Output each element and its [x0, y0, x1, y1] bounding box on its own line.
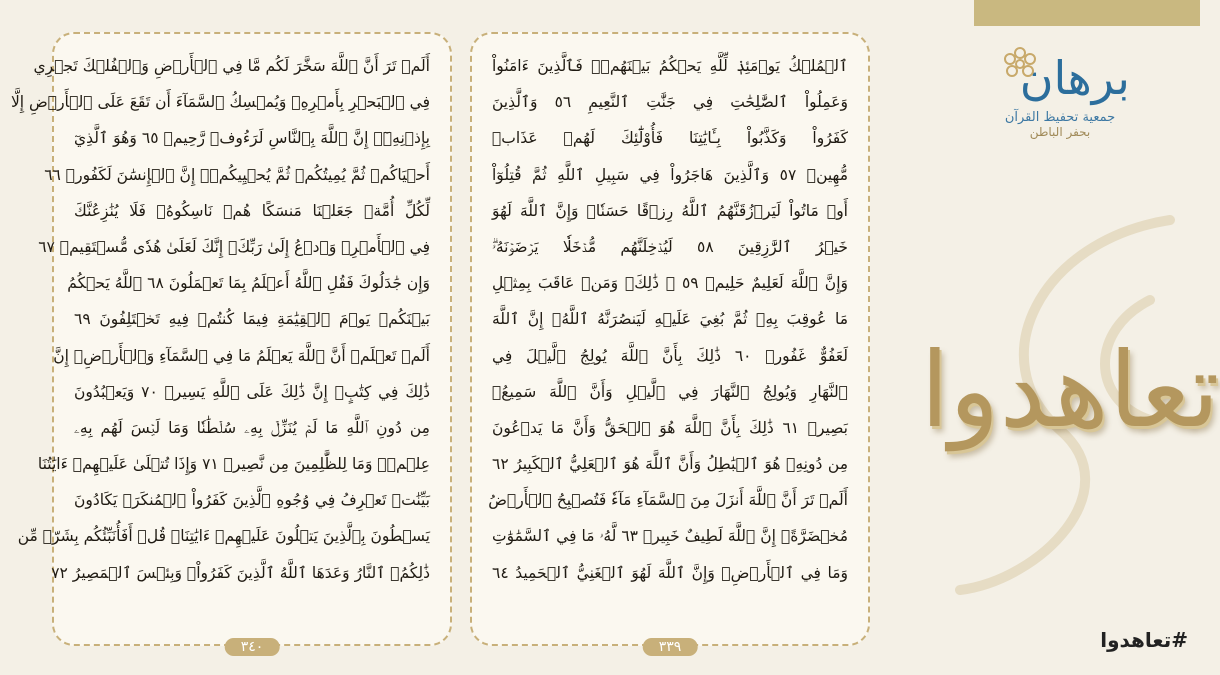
verse-line: بَيِّنَٰتٖ تَعۡرِفُ فِي وُجُوهِ ٱلَّذِينَ كَفَرُواْ ٱلۡمُنكَرَۖ يَكَادُونَ: [74, 491, 430, 510]
gold-top-bar: [974, 0, 1200, 26]
verse-line: أَلَمۡ تَرَ أَنَّ ٱللَّهَ سَخَّرَ لَكُم مَّا فِي ٱلۡأَرۡضِ وَٱلۡفُلۡكَ تَجۡرِي: [33, 57, 430, 75]
org-logo: [990, 40, 1130, 170]
verse-line: لَعَفُوٌّ غَفُورٞ ٦٠ ذَٰلِكَ بِأَنَّ ٱللَّهَ يُولِجُ ٱلَّيۡلَ فِي: [492, 346, 848, 365]
verse-line: لِّكُلِّ أُمَّةٖ جَعَلۡنَا مَنسَكًا هُمۡ نَاسِكُوهُۖ فَلَا يُنَٰزِعُنَّكَ: [74, 201, 430, 220]
verse-line: ٱلنَّهَارِ وَيُولِجُ ٱلنَّهَارَ فِي ٱلَّيۡلِ وَأَنَّ ٱللَّهَ سَمِيعُۢ: [492, 382, 848, 401]
verse-line: مِن دُونِهِۦ هُوَ ٱلۡبَٰطِلُ وَأَنَّ ٱللَّهَ هُوَ ٱلۡعَلِيُّ ٱلۡكَبِيرُ ٦٢: [492, 455, 848, 474]
org-city: بحفر الباطن: [1029, 125, 1091, 139]
logo-brand-text: برهان: [1019, 51, 1130, 105]
calligraphy-title: [920, 180, 1220, 600]
verse-line: وَإِن جَٰدَلُوكَ فَقُلِ ٱللَّهُ أَعۡلَمُ بِمَا تَعۡمَلُونَ ٦٨ ٱللَّهُ يَحۡكُمُ: [67, 274, 430, 293]
verse-line: أَوۡ مَاتُواْ لَيَرۡزُقَنَّهُمُ ٱللَّهُ رِزۡقًا حَسَنٗاۚ وَإِنَّ ٱللَّهَ لَهُوَ: [492, 201, 848, 220]
verse-line: بَصِيرٞ ٦١ ذَٰلِكَ بِأَنَّ ٱللَّهَ هُوَ ٱلۡحَقُّ وَأَنَّ مَا يَدۡعُونَ: [492, 418, 848, 437]
brand-panel: [920, 0, 1220, 675]
verse-line: مَا عُوقِبَ بِهِۦ ثُمَّ بُغِيَ عَلَيۡهِ لَيَنصُرَنَّهُ ٱللَّهُۚ إِنَّ ٱللَّهَ: [492, 310, 848, 329]
verse-line: وَمَا فِي ٱلۡأَرۡضِۚ وَإِنَّ ٱللَّهَ لَهُوَ ٱلۡغَنِيُّ ٱلۡحَمِيدُ ٦٤: [492, 563, 848, 582]
hashtag-text: #تعاهدوا: [1100, 628, 1188, 652]
org-name: جمعية تحفيظ القرآن: [1004, 110, 1116, 125]
verse-line: أَحۡيَاكُمۡ ثُمَّ يُمِيتُكُمۡ ثُمَّ يُحۡيِيكُمۡۗ إِنَّ ٱلۡإِنسَٰنَ لَكَفُورٞ ٦٦: [44, 165, 430, 184]
verse-line: ذَٰلِكُمُۚ ٱلنَّارُ وَعَدَهَا ٱللَّهُ ٱلَّذِينَ كَفَرُواْۖ وَبِئۡسَ ٱلۡمَصِيرُ ٧٢: [51, 563, 430, 582]
verse-line: بِإِذۡنِهِۦٓۚ إِنَّ ٱللَّهَ بِٱلنَّاسِ لَرَءُوفٞ رَّحِيمٞ ٦٥ وَهُوَ ٱلَّذِيٓ: [74, 129, 430, 148]
page-number-right: ٣٣٩: [643, 638, 698, 656]
verse-line: وَعَمِلُواْ ٱلصَّٰلِحَٰتِ فِي جَنَّٰتِ ٱلنَّعِيمِ ٥٦ وَٱلَّذِينَ: [492, 93, 848, 112]
verse-lines: [10, 48, 431, 591]
page-number-left: ٣٤٠: [225, 638, 280, 656]
flower-ornament-icon: [1000, 44, 1040, 84]
calligraphy-word: تعاهدوا: [920, 329, 1220, 451]
verse-line: عِلۡمٞۗ وَمَا لِلظَّٰلِمِينَ مِن نَّصِيرٖ ٧١ وَإِذَا تُتۡلَىٰ عَلَيۡهِمۡ ءَايَٰتُنَا: [37, 455, 430, 474]
verse-line: فِي ٱلۡأَمۡرِۚ وَٱدۡعُ إِلَىٰ رَبِّكَۖ إِنَّكَ لَعَلَىٰ هُدٗى مُّسۡتَقِيمٖ ٦٧: [38, 237, 430, 256]
verse-lines: [488, 48, 849, 591]
verse-line: مِن دُونِ ٱللَّهِ مَا لَمۡ يُنَزِّلۡ بِهِۦ سُلۡطَٰنٗا وَمَا لَيۡسَ لَهُم بِهِۦ: [74, 418, 430, 437]
verse-line: أَلَمۡ تَرَ أَنَّ ٱللَّهَ أَنزَلَ مِنَ ٱلسَّمَآءِ مَآءٗ فَتُصۡبِحُ ٱلۡأَرۡضُ: [488, 491, 848, 510]
mushaf-page-right: [470, 32, 870, 655]
verse-line: ذَٰلِكَ فِي كِتَٰبٍۚ إِنَّ ذَٰلِكَ عَلَى ٱللَّهِ يَسِيرٞ ٧٠ وَيَعۡبُدُونَ: [74, 382, 431, 401]
verse-line: خَيۡرُ ٱلرَّٰزِقِينَ ٥٨ لَيُدۡخِلَنَّهُم مُّدۡخَلٗا يَرۡضَوۡنَهُۥۗ: [492, 237, 849, 256]
verse-line: فِي ٱلۡبَحۡرِ بِأَمۡرِهِۦ وَيُمۡسِكُ ٱلسَّمَآءَ أَن تَقَعَ عَلَى ٱلۡأَرۡضِ إِلَّا: [10, 93, 430, 112]
verse-line: وَإِنَّ ٱللَّهَ لَعَلِيمٌ حَلِيمٞ ٥٩ ۞ ذَٰلِكَۖ وَمَنۡ عَاقَبَ بِمِثۡلِ: [492, 274, 848, 293]
verse-line: ٱلۡمُلۡكُ يَوۡمَئِذٖ لِّلَّهِ يَحۡكُمُ بَيۡنَهُمۡۚ فَٱلَّذِينَ ءَامَنُواْ: [492, 57, 848, 75]
mushaf-page-left: [10, 32, 452, 655]
verse-line: كَفَرُواْ وَكَذَّبُواْ بِـَٔايَٰتِنَا فَأُوْلَٰٓئِكَ لَهُمۡ عَذَابٞ: [492, 129, 848, 148]
verse-line: مُخۡضَرَّةًۚ إِنَّ ٱللَّهَ لَطِيفٌ خَبِيرٞ ٦٣ لَّهُۥ مَا فِي ٱلسَّمَٰوَٰتِ: [492, 527, 848, 546]
verse-line: بَيۡنَكُمۡ يَوۡمَ ٱلۡقِيَٰمَةِ فِيمَا كُنتُمۡ فِيهِ تَخۡتَلِفُونَ ٦٩: [74, 310, 430, 329]
verse-line: مُّهِينٞ ٥٧ وَٱلَّذِينَ هَاجَرُواْ فِي سَبِيلِ ٱللَّهِ ثُمَّ قُتِلُوٓاْ: [492, 165, 848, 184]
verse-line: يَسۡطُونَ بِٱلَّذِينَ يَتۡلُونَ عَلَيۡهِمۡ ءَايَٰتِنَاۗ قُلۡ أَفَأُنَبِّئُكُم بِشَرّٖ مِّن: [17, 527, 430, 546]
verse-line: أَلَمۡ تَعۡلَمۡ أَنَّ ٱللَّهَ يَعۡلَمُ مَا فِي ٱلسَّمَآءِ وَٱلۡأَرۡضِۚ إِنَّ: [53, 346, 430, 365]
